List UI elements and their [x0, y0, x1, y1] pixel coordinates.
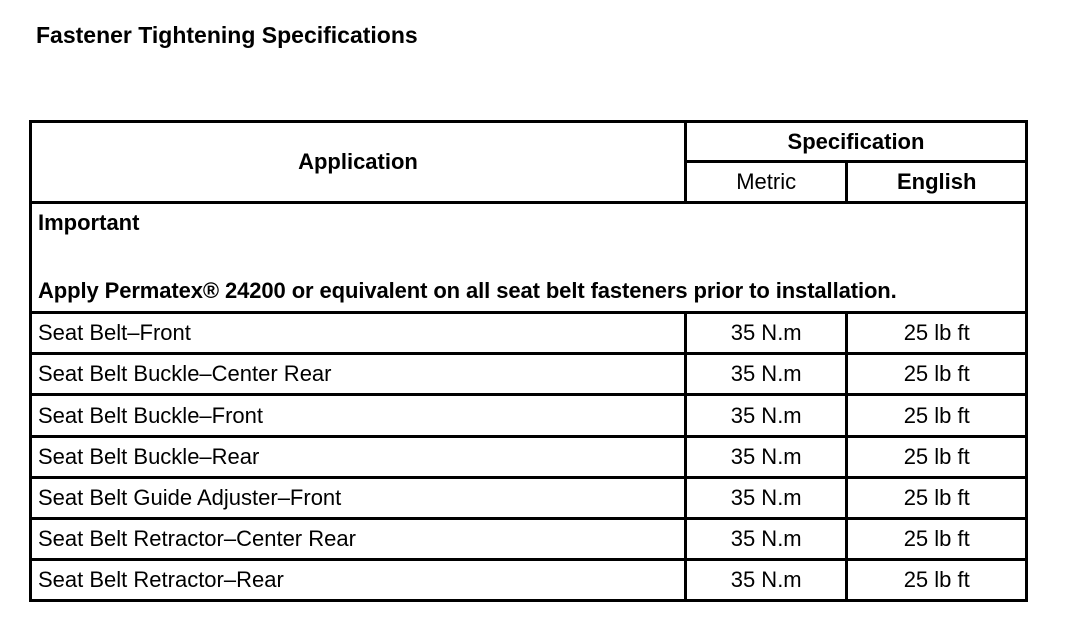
metric-header: Metric: [685, 162, 846, 203]
english-cell: 25 lb ft: [847, 354, 1027, 395]
important-note-row: [31, 203, 1027, 313]
fastener-spec-table: [29, 120, 1028, 602]
application-cell: Seat Belt–Front: [31, 313, 686, 354]
application-cell: Seat Belt Buckle–Front: [31, 395, 686, 436]
application-cell: Seat Belt Buckle–Rear: [31, 436, 686, 477]
table-row: [31, 313, 1027, 354]
important-note-text: Apply Permatex® 24200 or equivalent on all seat belt fasteners prior to installation.: [38, 278, 897, 303]
english-cell: 25 lb ft: [847, 395, 1027, 436]
english-cell: 25 lb ft: [847, 559, 1027, 600]
application-cell: Seat Belt Guide Adjuster–Front: [31, 477, 686, 518]
table-row: [31, 354, 1027, 395]
metric-cell: 35 N.m: [685, 313, 846, 354]
metric-cell: 35 N.m: [685, 436, 846, 477]
application-cell: Seat Belt Retractor–Center Rear: [31, 518, 686, 559]
important-note: [31, 203, 1027, 313]
application-header: Application: [31, 122, 686, 203]
english-cell: 25 lb ft: [847, 436, 1027, 477]
application-cell: Seat Belt Retractor–Rear: [31, 559, 686, 600]
english-cell: 25 lb ft: [847, 518, 1027, 559]
english-cell: 25 lb ft: [847, 477, 1027, 518]
metric-cell: 35 N.m: [685, 559, 846, 600]
metric-cell: 35 N.m: [685, 477, 846, 518]
table-row: [31, 436, 1027, 477]
metric-cell: 35 N.m: [685, 518, 846, 559]
page-title: Fastener Tightening Specifications: [36, 22, 418, 48]
application-cell: Seat Belt Buckle–Center Rear: [31, 354, 686, 395]
important-note-heading: Important: [38, 210, 140, 235]
specification-header: Specification: [685, 122, 1026, 162]
table-row: [31, 518, 1027, 559]
table-row: [31, 395, 1027, 436]
metric-cell: 35 N.m: [685, 354, 846, 395]
table-row: [31, 559, 1027, 600]
metric-cell: 35 N.m: [685, 395, 846, 436]
english-header: English: [847, 162, 1027, 203]
english-cell: 25 lb ft: [847, 313, 1027, 354]
table-row: [31, 477, 1027, 518]
